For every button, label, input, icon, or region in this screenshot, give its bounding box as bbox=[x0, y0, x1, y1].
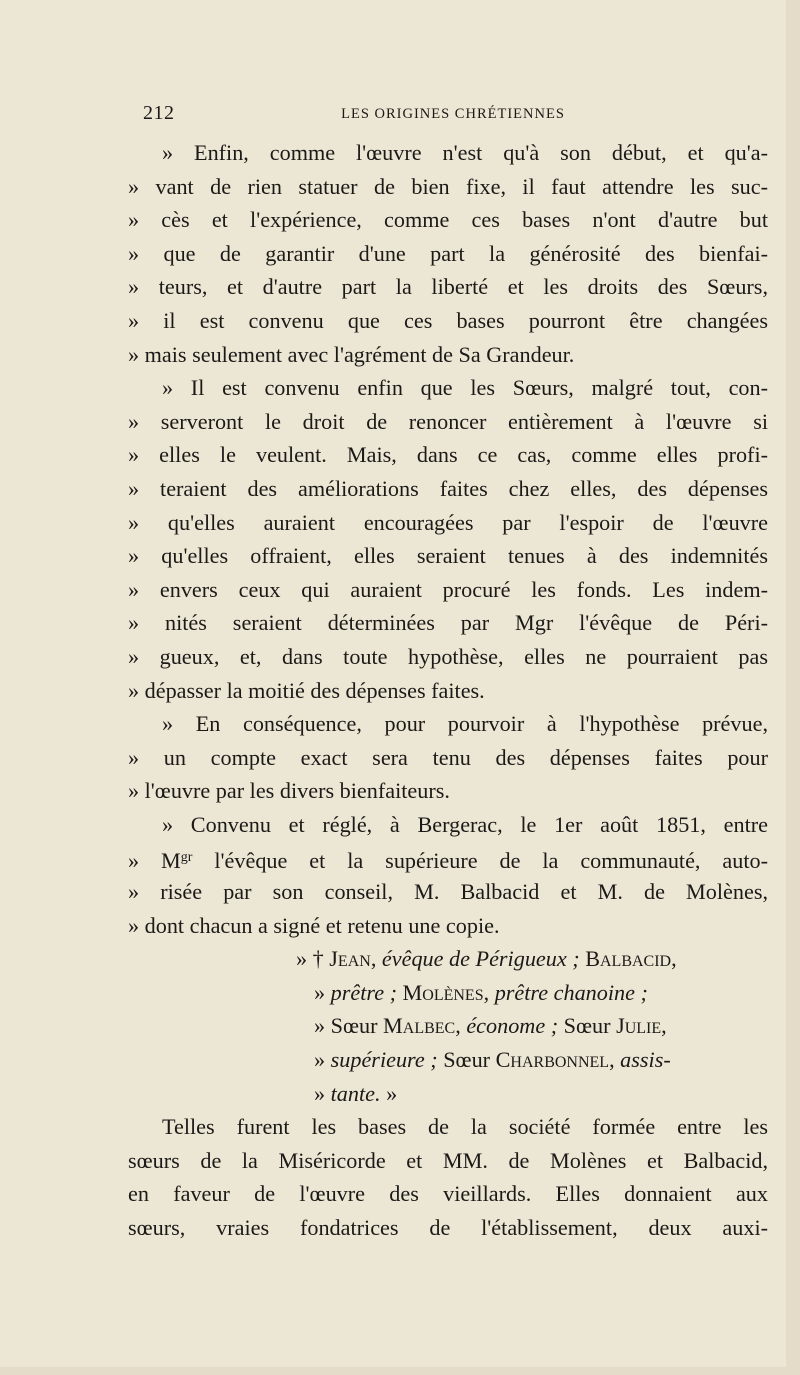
text-line: » vant de rien statuer de bien fixe, il faut attendre les suc- bbox=[128, 173, 768, 199]
text-line: » elles le veulent. Mais, dans ce cas, comme elles profi- bbox=[128, 442, 768, 468]
text-fragment: » M bbox=[128, 848, 181, 874]
signature-line bbox=[128, 942, 768, 976]
text-line: » serveront le droit de renoncer entièrement à l'œuvre si bbox=[128, 408, 768, 434]
text-fragment: , bbox=[483, 979, 495, 1005]
text-line: » envers ceux qui auraient procuré les fonds. Les indem- bbox=[128, 576, 768, 602]
body-text bbox=[128, 136, 768, 1245]
text-fragment: » † bbox=[296, 946, 330, 972]
text-line: » nités seraient déterminées par Mgr l'évêque de Péri- bbox=[128, 610, 768, 636]
signatory-title: économe ; bbox=[466, 1013, 559, 1039]
text-line: » teurs, et d'autre part la liberté et les droits des Sœurs, bbox=[128, 274, 768, 300]
superscript: gr bbox=[180, 850, 193, 866]
text-line: » qu'elles auraient encouragées par l'espoir de l'œuvre bbox=[128, 509, 768, 535]
text-line: » mais seulement avec l'agrément de Sa Grandeur. bbox=[128, 341, 575, 367]
text-line: » que de garantir d'une part la générosité des bienfai- bbox=[128, 240, 768, 266]
text-fragment: , bbox=[455, 1013, 467, 1039]
text-line: » En conséquence, pour pourvoir à l'hypothèse prévue, bbox=[162, 711, 768, 737]
text-fragment: » bbox=[314, 1080, 331, 1106]
signature-line bbox=[128, 976, 768, 1010]
signatory-title: prêtre ; bbox=[330, 979, 397, 1005]
signatory-title: tante. bbox=[330, 1080, 381, 1106]
signatory-name: Malbec bbox=[383, 1013, 456, 1039]
text-fragment: , bbox=[661, 1013, 667, 1039]
text-line bbox=[128, 841, 768, 875]
text-fragment: » bbox=[380, 1080, 398, 1106]
text-line: » Enfin, comme l'œuvre n'est qu'à son début, et qu'a- bbox=[162, 140, 768, 165]
signatory-title: assis- bbox=[620, 1047, 671, 1073]
scan-bottom-edge bbox=[0, 1367, 800, 1375]
text-line: » l'œuvre par les divers bienfaiteurs. bbox=[128, 778, 450, 804]
signature-line bbox=[128, 1043, 768, 1077]
signatory-title: supérieure ; bbox=[330, 1047, 438, 1073]
text-line: » risée par son conseil, M. Balbacid et M. de Molènes, bbox=[128, 879, 768, 905]
signatory-name: Charbonnel bbox=[495, 1047, 610, 1073]
text-fragment: , bbox=[671, 946, 677, 972]
text-fragment: » bbox=[314, 979, 331, 1005]
text-line: » Il est convenu enfin que les Sœurs, malgré tout, con- bbox=[162, 375, 768, 401]
text-fragment: » bbox=[314, 1047, 331, 1073]
text-line: » il est convenu que ces bases pourront être changées bbox=[128, 307, 768, 333]
signatory-name: Julie bbox=[616, 1013, 662, 1039]
text-fragment: , bbox=[609, 1047, 621, 1073]
page-number: 212 bbox=[143, 102, 175, 124]
signatory-title: prêtre chanoine ; bbox=[494, 979, 648, 1005]
signature-line bbox=[128, 1009, 768, 1043]
text-line: » qu'elles offraient, elles seraient tenues à des indemnités bbox=[128, 543, 768, 569]
page-header bbox=[143, 102, 763, 126]
text-fragment: , bbox=[370, 946, 382, 972]
signatory-title: évêque de Périgueux ; bbox=[381, 946, 580, 972]
text-line: » Convenu et réglé, à Bergerac, le 1er août 1851, entre bbox=[162, 811, 768, 837]
text-fragment: Sœur bbox=[558, 1013, 617, 1039]
text-line: » un compte exact sera tenu des dépenses faites pour bbox=[128, 744, 768, 770]
text-line: » gueux, et, dans toute hypothèse, elles ne pourraient pas bbox=[128, 643, 768, 669]
text-line: sœurs, vraies fondatrices de l'établissement, deux auxi- bbox=[128, 1215, 768, 1240]
scan-edge bbox=[786, 0, 800, 1375]
text-fragment: l'évêque et la supérieure de la communauté, auto- bbox=[192, 848, 768, 874]
text-line: sœurs de la Miséricorde et MM. de Molènes et Balbacid, bbox=[128, 1147, 768, 1173]
signatory-name: Molènes bbox=[402, 979, 484, 1005]
text-line: » dont chacun a signé et retenu une copie. bbox=[128, 912, 500, 938]
text-line: » dépasser la moitié des dépenses faites. bbox=[128, 677, 485, 703]
running-head: LES ORIGINES CHRÉTIENNES bbox=[341, 106, 565, 122]
signature-line bbox=[128, 1077, 768, 1111]
text-fragment: » Sœur bbox=[314, 1013, 384, 1039]
signatory-name: Jean bbox=[329, 946, 371, 972]
text-line: Telles furent les bases de la société formée entre les bbox=[162, 1114, 768, 1140]
text-line: » cès et l'expérience, comme ces bases n'ont d'autre but bbox=[128, 207, 768, 233]
signatory-name: Balbacid bbox=[585, 946, 672, 972]
text-line: en faveur de l'œuvre des vieillards. Elles donnaient aux bbox=[128, 1181, 768, 1207]
text-line: » teraient des améliorations faites chez elles, des dépenses bbox=[128, 475, 768, 501]
text-fragment: Sœur bbox=[437, 1047, 496, 1073]
